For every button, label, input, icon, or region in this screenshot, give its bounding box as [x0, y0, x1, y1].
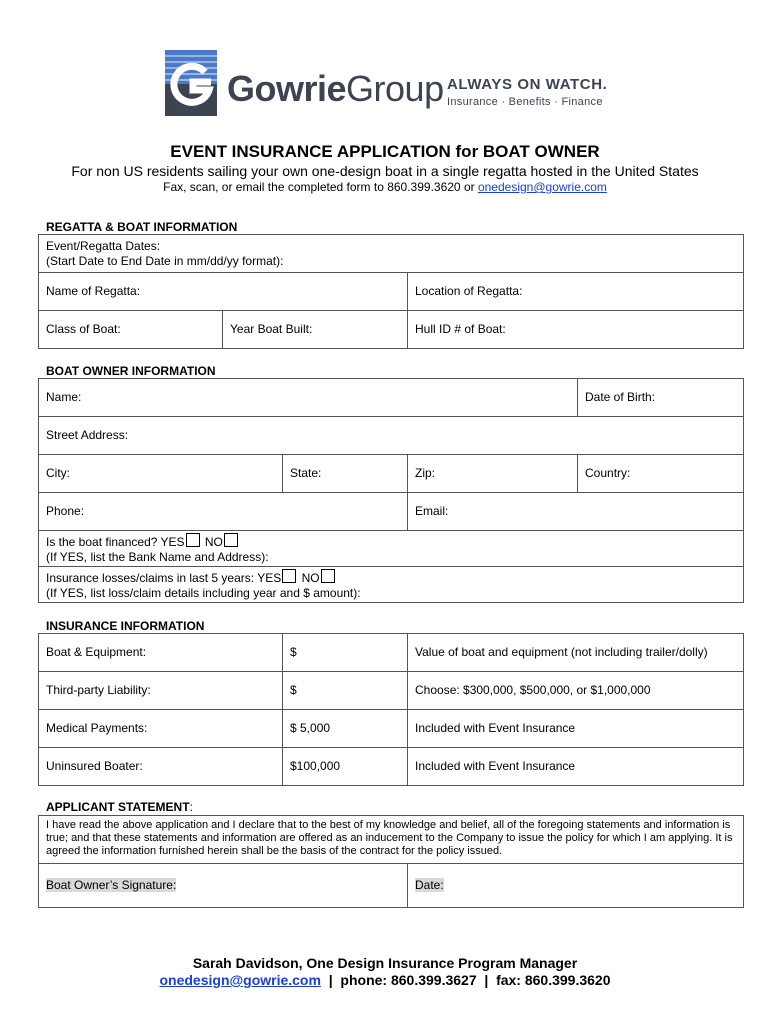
street-address-field[interactable]	[39, 417, 744, 455]
event-dates-field[interactable]	[39, 235, 744, 273]
hull-id-field[interactable]	[408, 311, 744, 349]
date-label: Date:	[415, 878, 444, 892]
footer-manager: Sarah Davidson, One Design Insurance Program Manager	[192, 955, 578, 971]
table-row	[39, 634, 744, 672]
regatta-name-label: Name of Regatta:	[46, 284, 141, 298]
boat-class-field[interactable]	[39, 311, 223, 349]
statement-heading	[46, 800, 193, 814]
financed-note: (If YES, list the Bank Name and Address):	[46, 549, 269, 564]
insurance-note: Choose: $300,000, $500,000, or $1,000,000	[408, 672, 744, 710]
boat-class-label: Class of Boat:	[46, 322, 121, 336]
table-row	[39, 748, 744, 786]
insurance-label: Third-party Liability:	[39, 672, 283, 710]
tagline-main: ALWAYS ON WATCH.	[447, 76, 608, 93]
financed-no-label: NO	[204, 534, 223, 549]
owner-name-field[interactable]	[39, 379, 578, 417]
date-field[interactable]	[408, 864, 744, 908]
statement-text: I have read the above application and I declare that to the best of my knowledge and belief, all of the foregoing statements and information is true; and that these statements and information are offered as an inducement to the Company to issue the policy for which I am applying. It is agreed the information furnished herein shall be the basis of the contract for the policy issued.	[39, 816, 744, 864]
city-label: City:	[46, 466, 70, 480]
city-field[interactable]	[39, 455, 283, 493]
insurance-value[interactable]: $	[283, 634, 408, 672]
gowrie-g-icon	[165, 50, 217, 116]
contact-prefix: Fax, scan, or email the completed form to 860.399.3620 or	[163, 180, 478, 194]
statement-heading-text: APPLICANT STATEMENT	[46, 800, 190, 814]
owner-name-label: Name:	[46, 390, 82, 404]
insurance-value: $100,000	[283, 748, 408, 786]
boat-year-label: Year Boat Built:	[230, 322, 313, 336]
owner-heading: BOAT OWNER INFORMATION	[46, 364, 216, 378]
street-address-label: Street Address:	[46, 428, 129, 442]
insurance-note: Included with Event Insurance	[408, 710, 744, 748]
losses-field	[39, 567, 744, 603]
owner-dob-label: Date of Birth:	[585, 390, 656, 404]
statement-table	[38, 815, 744, 908]
phone-field[interactable]	[39, 493, 408, 531]
losses-yes-checkbox[interactable]	[282, 569, 296, 583]
losses-note: (If YES, list loss/claim details including year and $ amount):	[46, 585, 361, 600]
zip-field[interactable]	[408, 455, 578, 493]
email-field[interactable]	[408, 493, 744, 531]
contact-email-link[interactable]: onedesign@gowrie.com	[477, 180, 607, 194]
regatta-location-field[interactable]	[408, 273, 744, 311]
footer-email-link[interactable]: onedesign@gowrie.com	[159, 972, 321, 988]
insurance-label: Uninsured Boater:	[39, 748, 283, 786]
hull-id-label: Hull ID # of Boat:	[415, 322, 506, 336]
logo-wordmark: GowrieGroup	[227, 68, 444, 109]
footer-phone-fax: | phone: 860.399.3627 | fax: 860.399.3620	[320, 972, 611, 988]
country-label: Country:	[585, 466, 631, 480]
insurance-label: Medical Payments:	[39, 710, 283, 748]
table-row	[39, 672, 744, 710]
losses-no-checkbox[interactable]	[321, 569, 335, 583]
email-label: Email:	[415, 504, 449, 518]
table-row	[39, 710, 744, 748]
regatta-heading: REGATTA & BOAT INFORMATION	[46, 220, 238, 234]
phone-label: Phone:	[46, 504, 85, 518]
contact-line	[0, 180, 770, 194]
owner-dob-field[interactable]	[578, 379, 744, 417]
regatta-location-label: Location of Regatta:	[415, 284, 523, 298]
event-dates-hint: (Start Date to End Date in mm/dd/yy format):	[46, 253, 284, 268]
losses-label: Insurance losses/claims in last 5 years: YES	[46, 570, 282, 585]
footer-contact	[0, 972, 770, 988]
state-field[interactable]	[283, 455, 408, 493]
boat-year-field[interactable]	[223, 311, 408, 349]
page-title: EVENT INSURANCE APPLICATION for BOAT OWNER	[170, 142, 600, 161]
state-label: State:	[290, 466, 322, 480]
financed-no-checkbox[interactable]	[224, 533, 238, 547]
owner-table	[38, 378, 744, 603]
insurance-heading: INSURANCE INFORMATION	[46, 619, 205, 633]
insurance-table	[38, 633, 744, 786]
country-field[interactable]	[578, 455, 744, 493]
gowrie-logo	[165, 50, 625, 122]
financed-field	[39, 531, 744, 567]
zip-label: Zip:	[415, 466, 436, 480]
insurance-note: Included with Event Insurance	[408, 748, 744, 786]
regatta-name-field[interactable]	[39, 273, 408, 311]
insurance-note: Value of boat and equipment (not including trailer/dolly)	[408, 634, 744, 672]
signature-field[interactable]	[39, 864, 408, 908]
financed-label: Is the boat financed? YES	[46, 534, 185, 549]
tagline-sub: Insurance · Benefits · Finance	[447, 96, 603, 108]
event-dates-label: Event/Regatta Dates:	[46, 238, 161, 253]
tagline	[447, 76, 607, 108]
regatta-table	[38, 234, 744, 349]
insurance-value[interactable]: $	[283, 672, 408, 710]
financed-yes-checkbox[interactable]	[186, 533, 200, 547]
page-subtitle: For non US residents sailing your own one-design boat in a single regatta hosted in the United States	[71, 163, 699, 179]
signature-label: Boat Owner’s Signature:	[46, 878, 177, 892]
losses-no-label: NO	[301, 570, 320, 585]
insurance-value: $ 5,000	[283, 710, 408, 748]
insurance-label: Boat & Equipment:	[39, 634, 283, 672]
statement-heading-colon: :	[189, 800, 193, 814]
